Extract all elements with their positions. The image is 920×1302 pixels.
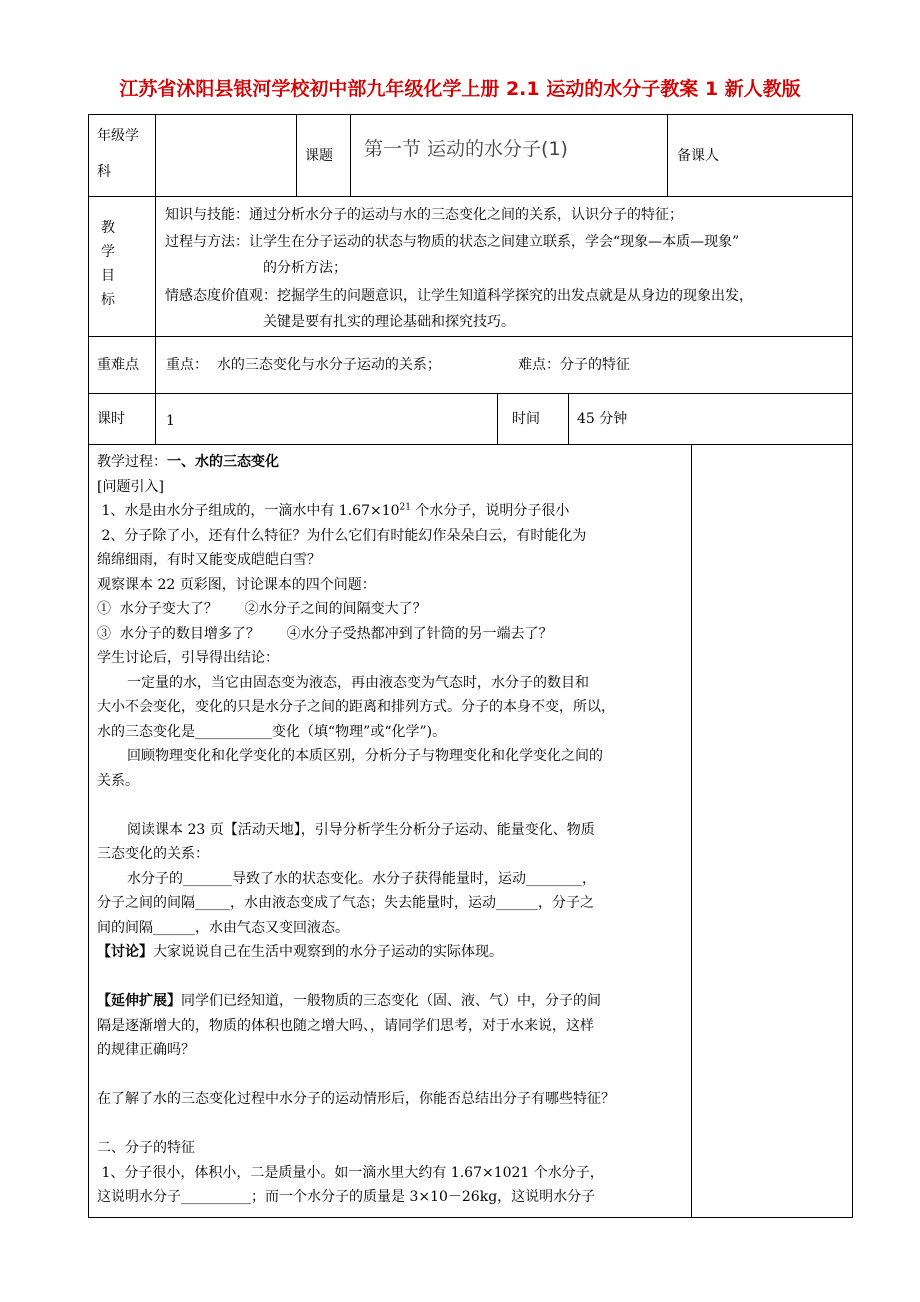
option-row-2: ③ 水分子的数目增多了？ ④水分子受热都冲到了针筒的另一端去了？ — [97, 625, 553, 642]
fill-blank-line: 间的间隔______，水由气态又变回液态。 — [97, 919, 349, 936]
col-divider — [497, 393, 498, 444]
conclusion-fill-blank: 水的三态变化是___________变化（填“物理”或“化学”)。 — [97, 723, 447, 740]
objectives-label-3: 目 — [101, 268, 115, 284]
topic-label: 课题 — [305, 148, 333, 164]
objective-attitude: 情感态度价值观：挖掘学生的问题意识，让学生知道科学探究的出发点就是从身边的现象出发， — [165, 288, 753, 304]
fill-blank-line: 水分子的_______导致了水的状态变化。水分子获得能量时，运动________， — [127, 870, 596, 887]
conclusion-line: 大小不会变化，变化的只是水分子之间的距离和排列方式。分子的本身不变，所以， — [97, 699, 615, 715]
period-label: 课时 — [97, 411, 125, 427]
extension-line: 隔是逐渐增大的，物质的体积也随之增大吗、，请同学们思考，对于水来说，这样 — [97, 1017, 594, 1034]
row-divider — [88, 336, 853, 337]
question-2: 2、分子除了小，还有什么特征？为什么它们有时能幻作朵朵白云，有时能化为 — [97, 527, 587, 544]
observe-prompt: 观察课本 22 页彩图，讨论课本的四个问题： — [97, 576, 376, 593]
difficult-point: 难点：分子的特征 — [518, 357, 630, 373]
extension-line: 的规律正确吗？ — [97, 1042, 195, 1058]
feature-line: 1、分子很小，体积小，二是质量小。如一滴水里大约有 1.67×1021 个水分子， — [97, 1164, 604, 1181]
process-heading: 教学过程：一、水的三态变化 — [97, 454, 279, 470]
row-divider — [88, 196, 853, 197]
objective-process-cont: 的分析方法； — [263, 260, 347, 276]
key-point: 重点： 水的三态变化与水分子运动的关系； — [166, 357, 441, 373]
grade-subject-label: 年级学 — [97, 128, 139, 144]
col-divider — [350, 114, 351, 196]
objective-knowledge: 知识与技能：通过分析水分子的运动与水的三态变化之间的关系，认识分子的特征； — [165, 207, 683, 223]
objective-process: 过程与方法：让学生在分子运动的状态与物质的状态之间建立联系，学会“现象—本质—现象” — [165, 234, 740, 250]
question-2-cont: 绵绵细雨，有时又能变成皑皑白雪？ — [97, 552, 321, 568]
conclusion-line: 一定量的水，当它由固态变为液态，再由液态变为气态时，水分子的数目和 — [127, 674, 589, 691]
col-divider — [691, 444, 692, 1218]
time-label: 时间 — [512, 411, 540, 427]
option-row-1: ① 水分子变大了？ ②水分子之间的间隔变大了？ — [97, 601, 427, 617]
reading-line: 阅读课本 23 页【活动天地】，引导分析学生分析分子运动、能量变化、物质 — [127, 821, 595, 838]
col-divider — [296, 114, 297, 196]
row-divider — [88, 444, 853, 445]
teaching-process — [97, 450, 689, 1210]
problem-intro: [问题引入] — [97, 478, 164, 495]
review-line: 回顾物理变化和化学变化的本质区别，分析分子与物理变化和化学变化之间的 — [127, 748, 603, 764]
key-points-label: 重难点 — [97, 357, 139, 373]
grade-subject-label-cont: 科 — [97, 164, 111, 180]
objectives-label-1: 教 — [101, 220, 115, 236]
objectives-label-4: 标 — [101, 292, 115, 308]
objective-attitude-cont: 关键是要有扎实的理论基础和探究技巧。 — [263, 314, 515, 330]
time-value: 45 分钟 — [577, 411, 628, 427]
row-divider — [88, 393, 853, 394]
feature-line: 这说明水分子__________；而一个水分子的质量是 3×10－26kg，这说明水分子 — [97, 1189, 596, 1205]
summary-question: 在了解了水的三态变化过程中水分子的运动情形后，你能否总结出分子有哪些特征？ — [97, 1091, 615, 1107]
preparer-label: 备课人 — [677, 148, 719, 164]
col-divider — [667, 114, 668, 196]
fill-blank-line: 分子之间的间隔_____，水由液态变成了气态；失去能量时，运动______，分子之 — [97, 895, 594, 911]
reading-line: 三态变化的关系： — [97, 846, 209, 862]
col-divider — [568, 393, 569, 444]
section-heading: 二、分子的特征 — [97, 1140, 195, 1156]
topic-value: 第一节 运动的水分子(1) — [364, 138, 568, 160]
objectives-label-2: 学 — [101, 244, 115, 260]
col-divider — [155, 114, 156, 444]
period-value: 1 — [166, 413, 175, 429]
extension-item: 【延伸扩展】同学们已经知道，一般物质的三态变化（固、液、气）中，分子的间 — [97, 993, 601, 1009]
discussion-item: 【讨论】大家说说自己在生活中观察到的水分子运动的实际体现。 — [97, 944, 503, 960]
discussion-lead: 学生讨论后，引导得出结论： — [97, 650, 279, 666]
document-title: 江苏省沭阳县银河学校初中部九年级化学上册 2.1 运动的水分子教案 1 新人教版 — [119, 78, 801, 100]
question-1: 1、水是由水分子组成的，一滴水中有 $1.67\times 10^{21}$ 个水分子，说明分子很小 — [97, 502, 570, 519]
review-line: 关系。 — [97, 772, 139, 789]
